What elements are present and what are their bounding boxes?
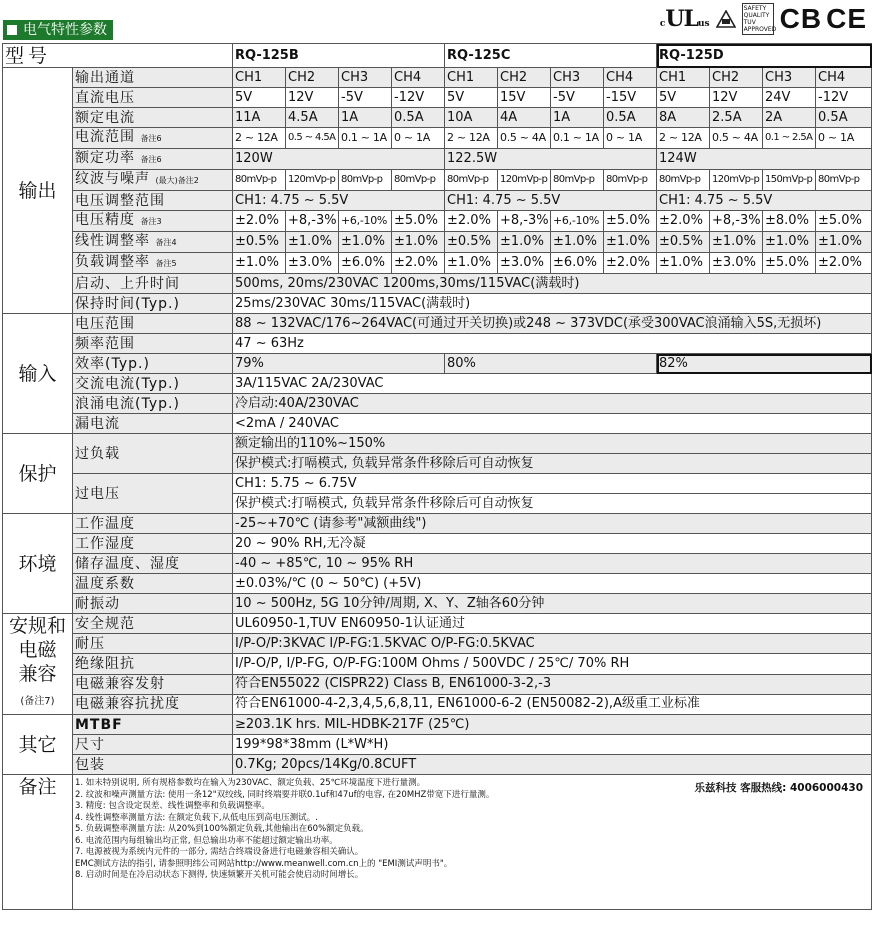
ems-label: 电磁兼容抗扰度 [73, 694, 233, 714]
value-cell: 2.5A [710, 108, 763, 128]
work-hum-row [3, 534, 872, 554]
value-cell: ±1.0% [763, 232, 816, 253]
hold-row [3, 294, 872, 314]
value-cell: 额定输出的110%~150% [233, 434, 872, 454]
vibration-label: 耐振动 [73, 594, 233, 614]
value-cell: ±5.0% [392, 211, 445, 232]
value-cell: 0.5 ~ 4.5A [286, 128, 339, 149]
value-cell: 80mVp-p [445, 170, 498, 191]
pack-row [3, 755, 872, 775]
ch-b4: CH4 [392, 68, 445, 88]
header [0, 0, 873, 42]
notes-row [3, 775, 872, 910]
ch-b3: CH3 [339, 68, 392, 88]
value-cell: 2 ~ 12A [233, 128, 286, 149]
value-cell: ±1.0% [816, 232, 872, 253]
others-category: 其它 [3, 715, 73, 775]
work-hum-label: 工作湿度 [73, 534, 233, 554]
value-cell: I/P-O/P:3KVAC I/P-FG:1.5KVAC O/P-FG:0.5KVAC [233, 634, 872, 654]
value-cell: +8,-3% [286, 211, 339, 232]
value-cell: ±1.0% [445, 253, 498, 274]
ch-c1: CH1 [445, 68, 498, 88]
value-cell: ±2.0% [604, 253, 657, 274]
freq-label: 频率范围 [73, 334, 233, 354]
value-cell: ±1.0% [710, 232, 763, 253]
value-cell: 0 ~ 1A [604, 128, 657, 149]
spec-table [2, 43, 872, 910]
overload-row-1 [3, 434, 872, 454]
withstand-label: 耐压 [73, 634, 233, 654]
value-cell: 10A [445, 108, 498, 128]
value-cell: 5V [233, 88, 286, 108]
value-cell: 冷启动:40A/230VAC [233, 394, 872, 414]
value-cell: 0.5 ~ 4A [498, 128, 551, 149]
voltage-range-row [3, 314, 872, 334]
mtbf-row [3, 715, 872, 735]
withstand-row [3, 634, 872, 654]
size-label: 尺寸 [73, 735, 233, 755]
value-cell: ±2.0% [392, 253, 445, 274]
value-cell: 10 ~ 500Hz, 5G 10分钟/周期, X、Y、Z轴各60分钟 [233, 594, 872, 614]
value-cell: ±2.0% [657, 211, 710, 232]
freq-row [3, 334, 872, 354]
value-cell: CH1: 4.75 ~ 5.5V [233, 191, 445, 211]
accuracy-label: 电压精度 备注3 [73, 211, 233, 232]
value-cell: 5V [657, 88, 710, 108]
startup-row [3, 274, 872, 294]
note-line: 1. 如未特别说明, 所有规格参数均在输入为230VAC、额定负载、25℃环境温度下进行量测。 [75, 778, 426, 788]
emi-row [3, 674, 872, 694]
current-range-label: 电流范围 备注6 [73, 128, 233, 149]
value-cell: UL60950-1,TUV EN60950-1认证通过 [233, 614, 872, 634]
value-cell: 80mVp-p [551, 170, 604, 191]
note-line: 5. 负载调整率测量方法: 从20%到100%额定负载,其他输出在60%额定负载。 [75, 824, 369, 834]
section-title: 电气特性参数 [23, 22, 107, 38]
model-row [3, 44, 872, 68]
value-cell: 80mVp-p [233, 170, 286, 191]
value-cell: ±0.5% [233, 232, 286, 253]
value-cell: ±2.0% [445, 211, 498, 232]
value-cell: ±1.0% [604, 232, 657, 253]
leakage-row [3, 414, 872, 434]
overvolt-label: 过电压 [73, 474, 233, 514]
value-cell: 15V [498, 88, 551, 108]
voltage-range-label: 电压范围 [73, 314, 233, 334]
eff-label: 效率(Typ.) [73, 354, 233, 374]
value-cell: 80mVp-p [816, 170, 872, 191]
leakage-label: 漏电流 [73, 414, 233, 434]
value-cell: 20 ~ 90% RH,无冷凝 [233, 534, 872, 554]
value-cell: 0.1 ~ 2.5A [763, 128, 816, 149]
load-reg-row [3, 253, 872, 274]
value-cell: 124W [657, 149, 872, 170]
value-cell: 80mVp-p [392, 170, 445, 191]
line-reg-label: 线性调整率 备注4 [73, 232, 233, 253]
environment-category: 环境 [3, 514, 73, 614]
value-cell: 0.1 ~ 1A [339, 128, 392, 149]
inrush-row [3, 394, 872, 414]
work-temp-row [3, 514, 872, 534]
isolation-row [3, 654, 872, 674]
ripple-row [3, 170, 872, 191]
value-cell: CH1: 5.75 ~ 6.75V [233, 474, 872, 494]
safety-std-row [3, 614, 872, 634]
value-cell: CH1: 4.75 ~ 5.5V [657, 191, 872, 211]
value-cell: 0.5 ~ 4A [710, 128, 763, 149]
ac-current-row [3, 374, 872, 394]
value-cell: 0.1 ~ 1A [551, 128, 604, 149]
adj-label: 电压调整范围 [73, 191, 233, 211]
rated-current-row [3, 108, 872, 128]
value-cell: 保护模式:打嗝模式, 负载异常条件移除后可自动恢复 [233, 494, 872, 514]
note-line: 7. 电源被视为系统内元件的一部分, 需结合终端设备进行电磁兼容相关确认。 [75, 847, 364, 857]
value-cell: 25ms/230VAC 30ms/115VAC(满载时) [233, 294, 872, 314]
line-reg-row [3, 232, 872, 253]
value-cell: 80mVp-p [657, 170, 710, 191]
ripple-label: 纹波与噪声 (最大)备注2 [73, 170, 233, 191]
value-cell: 11A [233, 108, 286, 128]
value-cell: -25~+70℃ (请参考"减额曲线") [233, 514, 872, 534]
value-cell: -12V [392, 88, 445, 108]
value-cell: 4A [498, 108, 551, 128]
value-cell: -5V [551, 88, 604, 108]
protection-category: 保护 [3, 434, 73, 514]
overvolt-row-1 [3, 474, 872, 494]
value-cell: 12V [710, 88, 763, 108]
temp-coef-row [3, 574, 872, 594]
value-cell: 保护模式:打嗝模式, 负载异常条件移除后可自动恢复 [233, 454, 872, 474]
model-b: RQ-125B [233, 44, 445, 68]
value-cell: ±2.0% [816, 253, 872, 274]
value-cell: 47 ~ 63Hz [233, 334, 872, 354]
value-cell: ±1.0% [657, 253, 710, 274]
value-cell: 80mVp-p [339, 170, 392, 191]
dc-voltage-label: 直流电压 [73, 88, 233, 108]
overload-label: 过负载 [73, 434, 233, 474]
note-line: 3. 精度: 包含设定误差、线性调整率和负载调整率。 [75, 801, 270, 811]
isolation-label: 绝缘阻抗 [73, 654, 233, 674]
value-cell: ±1.0% [286, 232, 339, 253]
value-cell: 2 ~ 12A [445, 128, 498, 149]
notes-body [73, 775, 872, 910]
model-c: RQ-125C [445, 44, 657, 68]
output-category: 输出 [3, 68, 73, 314]
work-temp-label: 工作温度 [73, 514, 233, 534]
vibration-row [3, 594, 872, 614]
value-cell: 120mVp-p [286, 170, 339, 191]
value-cell: ±0.5% [445, 232, 498, 253]
value-cell: ≥203.1K hrs. MIL-HDBK-217F (25℃) [233, 715, 872, 735]
ul-logo: cULus [659, 6, 710, 32]
value-cell: ±0.5% [657, 232, 710, 253]
gs-mark: SAFETY QUALITY TUV APPROVED [743, 5, 777, 33]
value-cell: 2 ~ 12A [657, 128, 710, 149]
value-cell: ±2.0% [233, 211, 286, 232]
note-line: 8. 启动时间是在冷启动状态下测得, 快速频繁开关机可能会使启动时间增长。 [75, 870, 364, 880]
value-cell: ±3.0% [286, 253, 339, 274]
value-cell: 1A [551, 108, 604, 128]
value-cell: ±8.0% [763, 211, 816, 232]
value-cell: 122.5W [445, 149, 657, 170]
temp-coef-label: 温度系数 [73, 574, 233, 594]
value-cell: +8,-3% [710, 211, 763, 232]
note-line: EMC测试方法的指引, 请参照明纬公司网站http://www.meanwell.com.cn上的 "EMI测试声明书"。 [75, 858, 453, 869]
cert-logos [660, 4, 867, 34]
value-cell: 0.5A [816, 108, 872, 128]
rated-power-row [3, 149, 872, 170]
ch-d3: CH3 [763, 68, 816, 88]
channels-label: 输出通道 [73, 68, 233, 88]
output-channels-row [3, 68, 872, 88]
dc-voltage-row [3, 88, 872, 108]
value-cell: ±1.0% [233, 253, 286, 274]
load-reg-label: 负载调整率 备注5 [73, 253, 233, 274]
value-cell: 80% [445, 354, 657, 374]
value-cell: -12V [816, 88, 872, 108]
value-cell: 24V [763, 88, 816, 108]
value-cell: 88 ~ 132VAC/176~264VAC(可通过开关切换)或248 ~ 373VDC(承受300VAC浪涌输入5S,无损坏) [233, 314, 872, 334]
value-cell: 500ms, 20ms/230VAC 1200ms,30ms/115VAC(满载时) [233, 274, 872, 294]
value-cell: +8,-3% [498, 211, 551, 232]
value-cell: 0.5A [392, 108, 445, 128]
ch-c2: CH2 [498, 68, 551, 88]
input-category: 输入 [3, 314, 73, 434]
value-cell: ±6.0% [339, 253, 392, 274]
value-cell: 4.5A [286, 108, 339, 128]
ch-b2: CH2 [286, 68, 339, 88]
ch-d1: CH1 [657, 68, 710, 88]
square-icon [7, 25, 17, 35]
value-cell: 1A [339, 108, 392, 128]
model-d: RQ-125D [657, 44, 872, 68]
value-cell: ±1.0% [551, 232, 604, 253]
hotline: 乐兹科技 客服热线: 4006000430 [694, 782, 864, 794]
value-cell: ±5.0% [816, 211, 872, 232]
ch-c4: CH4 [604, 68, 657, 88]
model-label: 型号 [3, 44, 233, 68]
value-cell: 8A [657, 108, 710, 128]
ch-b1: CH1 [233, 68, 286, 88]
value-cell: 120W [233, 149, 445, 170]
accuracy-row [3, 211, 872, 232]
value-cell: -40 ~ +85℃, 10 ~ 95% RH [233, 554, 872, 574]
inrush-label: 浪涌电流(Typ.) [73, 394, 233, 414]
rated-power-label: 额定功率 备注6 [73, 149, 233, 170]
value-cell: CH1: 4.75 ~ 5.5V [445, 191, 657, 211]
value-cell: -5V [339, 88, 392, 108]
value-cell: <2mA / 240VAC [233, 414, 872, 434]
value-cell: 0.7Kg; 20pcs/14Kg/0.8CUFT [233, 755, 872, 775]
mtbf-label: MTBF [73, 715, 233, 735]
value-cell: 0.5A [604, 108, 657, 128]
emi-label: 电磁兼容发射 [73, 674, 233, 694]
value-cell: ±6.0% [551, 253, 604, 274]
value-cell: +6,-10% [551, 211, 604, 232]
adj-row [3, 191, 872, 211]
ems-row [3, 694, 872, 714]
value-cell: 0 ~ 1A [392, 128, 445, 149]
pack-label: 包装 [73, 755, 233, 775]
value-cell: 符合EN55022 (CISPR22) Class B, EN61000-3-2,-3 [233, 674, 872, 694]
ch-d2: CH2 [710, 68, 763, 88]
value-cell: ±3.0% [498, 253, 551, 274]
size-row [3, 735, 872, 755]
section-title-badge [3, 20, 113, 40]
value-cell: 79% [233, 354, 445, 374]
value-cell: 符合EN61000-4-2,3,4,5,6,8,11, EN61000-6-2 (EN50082-2),A级重工业标准 [233, 694, 872, 714]
value-cell: 120mVp-p [498, 170, 551, 191]
current-range-row [3, 128, 872, 149]
value-cell: 82% [657, 354, 872, 374]
storage-label: 储存温度、湿度 [73, 554, 233, 574]
value-cell: ±5.0% [763, 253, 816, 274]
note-line: 2. 纹波和噪声测量方法: 使用一条12"双绞线, 同时终端要并联0.1uf和47uf的电容, 在20MHZ带宽下进行量测。 [75, 789, 495, 800]
hold-label: 保持时间(Typ.) [73, 294, 233, 314]
value-cell: ±1.0% [498, 232, 551, 253]
note-line: 6. 电流范围内每组输出均正常, 但总输出功率不能超过额定输出功率。 [75, 835, 338, 846]
value-cell: ±1.0% [339, 232, 392, 253]
ac-current-label: 交流电流(Typ.) [73, 374, 233, 394]
startup-label: 启动、上升时间 [73, 274, 233, 294]
value-cell: 120mVp-p [710, 170, 763, 191]
safety-category: 安规和 电磁 兼容 (备注7) [3, 614, 73, 715]
value-cell: 3A/115VAC 2A/230VAC [233, 374, 872, 394]
tuv-triangle-icon [716, 10, 736, 28]
value-cell: I/P-O/P, I/P-FG, O/P-FG:100M Ohms / 500VDC / 25℃/ 70% RH [233, 654, 872, 674]
rated-current-label: 额定电流 [73, 108, 233, 128]
ch-d4: CH4 [816, 68, 872, 88]
ch-c3: CH3 [551, 68, 604, 88]
value-cell: ±1.0% [392, 232, 445, 253]
value-cell: 2A [763, 108, 816, 128]
note-line: 4. 线性调整率测量方法: 在额定负载下,从低电压到高电压测试。. [75, 812, 318, 823]
value-cell: ±0.03%/℃ (0 ~ 50℃) (+5V) [233, 574, 872, 594]
cb-ce-logo: CB CE [779, 3, 867, 34]
eff-row [3, 354, 872, 374]
value-cell: 80mVp-p [604, 170, 657, 191]
value-cell: ±3.0% [710, 253, 763, 274]
value-cell: 150mVp-p [763, 170, 816, 191]
notes-category: 备注 [3, 775, 73, 910]
value-cell: -15V [604, 88, 657, 108]
value-cell: 0 ~ 1A [816, 128, 872, 149]
storage-row [3, 554, 872, 574]
value-cell: 199*98*38mm (L*W*H) [233, 735, 872, 755]
value-cell: 5V [445, 88, 498, 108]
value-cell: 12V [286, 88, 339, 108]
value-cell: +6,-10% [339, 211, 392, 232]
safety-std-label: 安全规范 [73, 614, 233, 634]
value-cell: ±5.0% [604, 211, 657, 232]
